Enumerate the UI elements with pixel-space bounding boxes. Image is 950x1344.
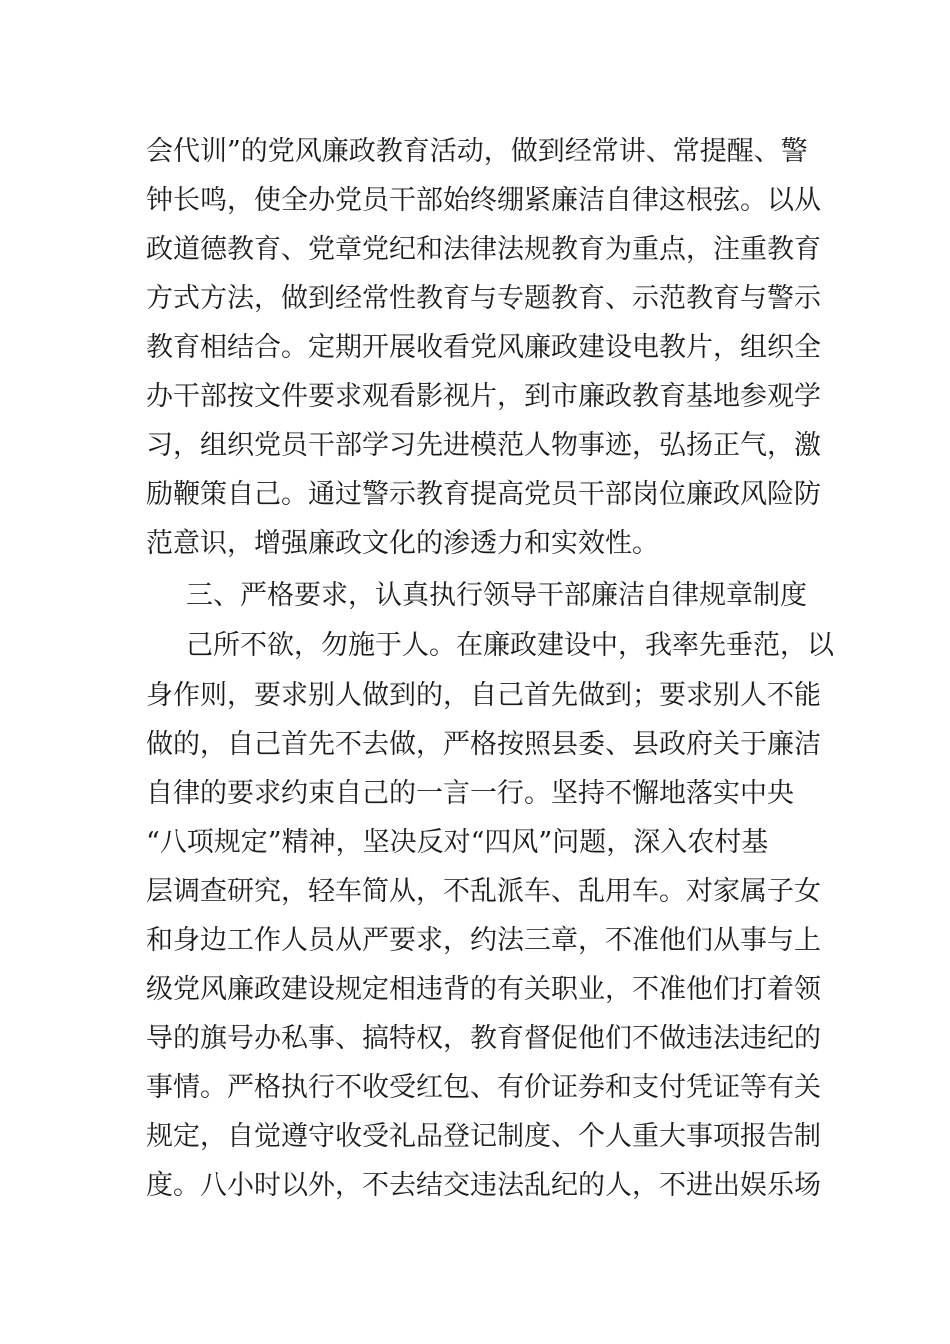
body-text-line: 层调查研究，轻车简从，不乱派车、乱用车。对家属子女 xyxy=(146,876,821,907)
body-text-line: 级党风廉政建设规定相违背的有关职业，不准他们打着领 xyxy=(146,974,821,1005)
body-text-line: 和身边工作人员从严要求，约法三章，不准他们从事与上 xyxy=(146,925,821,956)
body-text-line: 励鞭策自己。通过警示教育提高党员干部岗位廉政风险防 xyxy=(146,479,821,510)
body-text-line: 规定，自觉遵守收受礼品登记制度、个人重大事项报告制 xyxy=(146,1121,821,1152)
section-heading: 三、严格要求，认真执行领导干部廉洁自律规章制度 xyxy=(186,580,807,611)
body-text-line: “八项规定”精神，坚决反对“四风”问题，深入农村基 xyxy=(146,827,769,858)
body-text-line: 导的旗号办私事、搞特权，教育督促他们不做违法违纪的 xyxy=(146,1023,821,1054)
body-text-line: 方式方法，做到经常性教育与专题教育、示范教育与警示 xyxy=(146,283,821,314)
body-text-line: 自律的要求约束自己的一言一行。坚持不懈地落实中央 xyxy=(146,778,794,809)
body-text-line: 钟长鸣，使全办党员干部始终绷紧廉洁自律这根弦。以从 xyxy=(146,185,821,216)
body-text-line: 事情。严格执行不收受红包、有价证券和支付凭证等有关 xyxy=(146,1072,821,1103)
body-text-line: 做的，自己首先不去做，严格按照县委、县政府关于廉洁 xyxy=(146,729,821,760)
body-text-line: 会代训”的党风廉政教育活动，做到经常讲、常提醒、警 xyxy=(146,136,808,167)
body-text-line: 身作则，要求别人做到的，自己首先做到；要求别人不能 xyxy=(146,680,821,711)
body-text-line: 习，组织党员干部学习先进模范人物事迹，弘扬正气，激 xyxy=(146,430,821,461)
body-text-line: 教育相结合。定期开展收看党风廉政建设电教片，组织全 xyxy=(146,332,821,363)
body-text-line: 度。八小时以外，不去结交违法乱纪的人，不进出娱乐场 xyxy=(146,1170,821,1201)
body-text-line: 办干部按文件要求观看影视片，到市廉政教育基地参观学 xyxy=(146,381,821,412)
body-text-line: 政道德教育、党章党纪和法律法规教育为重点，注重教育 xyxy=(146,234,821,265)
body-text-line: 范意识，增强廉政文化的渗透力和实效性。 xyxy=(146,528,659,559)
body-text-line: 己所不欲，勿施于人。在廉政建设中，我率先垂范，以 xyxy=(186,630,834,661)
